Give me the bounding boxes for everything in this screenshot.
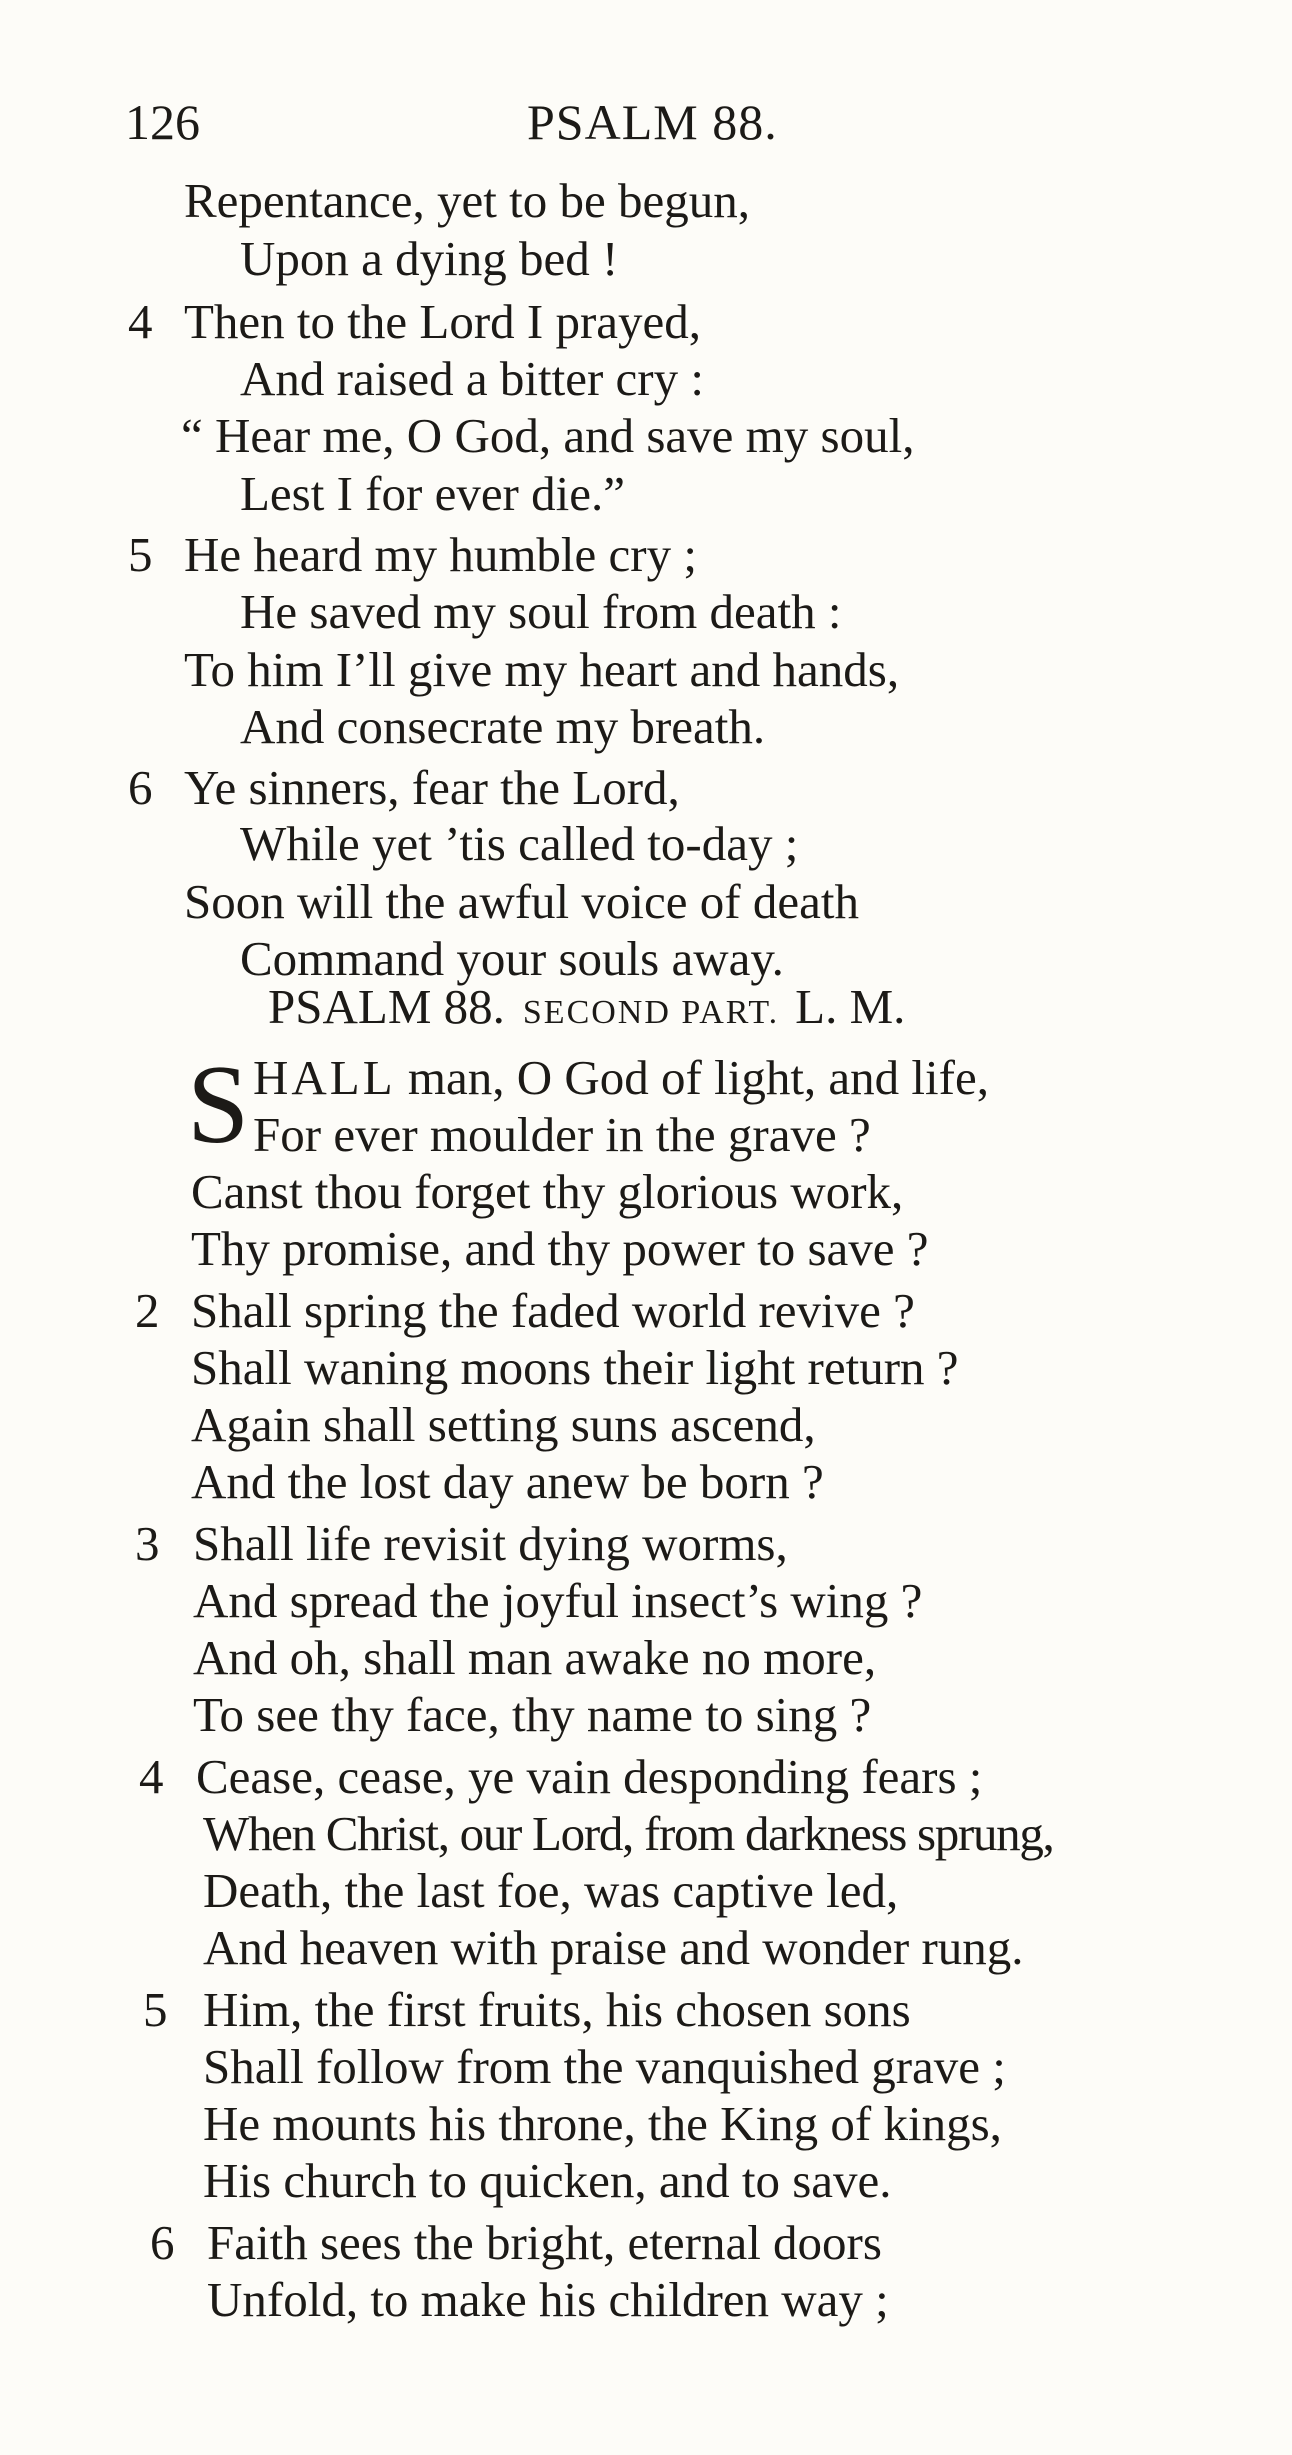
verse-line: Shall life revisit dying worms, [193, 1516, 788, 1571]
verse-line: Him, the first fruits, his chosen sons [203, 1982, 911, 2037]
verse-line: Command your souls away. [240, 931, 784, 986]
verse-number: 5 [143, 1982, 168, 2037]
verse-number: 2 [135, 1283, 160, 1338]
verse-line: And heaven with praise and wonder rung. [203, 1920, 1024, 1975]
verse-line: And oh, shall man awake no more, [193, 1630, 877, 1685]
verse-line: Faith sees the bright, eternal doors [207, 2215, 882, 2270]
verse-line: Ye sinners, fear the Lord, [184, 760, 680, 815]
verse-line: For ever moulder in the grave ? [253, 1107, 871, 1162]
verse-number: 4 [139, 1749, 164, 1804]
verse-line: “ Hear me, O God, and save my soul, [181, 408, 915, 463]
verse-line: To see thy face, thy name to sing ? [193, 1687, 872, 1742]
verse-line: While yet ’tis called to-day ; [240, 816, 799, 871]
verse-line: Upon a dying bed ! [240, 231, 619, 286]
verse-line: Then to the Lord I prayed, [184, 294, 702, 349]
verse-line: When Christ, our Lord, from darkness sprung, [203, 1806, 1054, 1861]
verse-line [253, 1049, 989, 1107]
verse-line: And the lost day anew be born ? [191, 1454, 824, 1509]
verse-line: Repentance, yet to be begun, [184, 173, 751, 228]
verse-line: He mounts his throne, the King of kings, [203, 2096, 1002, 2151]
verse-line: Lest I for ever die.” [240, 466, 625, 521]
verse-line: To him I’ll give my heart and hands, [184, 642, 900, 697]
verse-line: He saved my soul from death : [240, 584, 842, 639]
verse-line: Soon will the awful voice of death [184, 874, 859, 929]
verse-line: He heard my humble cry ; [184, 527, 697, 582]
verse-line: Shall follow from the vanquished grave ; [203, 2039, 1006, 2094]
page-number: 126 [125, 94, 200, 150]
verse-line: His church to quicken, and to save. [203, 2153, 892, 2208]
verse-line: Thy promise, and thy power to save ? [191, 1221, 929, 1276]
verse-number: 6 [128, 760, 153, 815]
verse-line: Again shall setting suns ascend, [191, 1397, 816, 1452]
verse-number: 6 [150, 2215, 175, 2270]
verse-line: And raised a bitter cry : [240, 351, 704, 406]
verse-line: Canst thou forget thy glorious work, [191, 1164, 904, 1219]
section-meter: L. M. [795, 979, 906, 1034]
section-heading [268, 977, 905, 1043]
first-line-text: man, O God of light, and life, [407, 1050, 989, 1105]
first-word: HALL [253, 1050, 396, 1105]
verse-line: Death, the last foe, was captive led, [203, 1863, 899, 1918]
verse-number: 4 [128, 294, 153, 349]
section-part: SECOND PART. [522, 994, 780, 1031]
verse-line: And consecrate my breath. [240, 699, 766, 754]
verse-number: 3 [135, 1516, 160, 1571]
section-psalm: PSALM 88. [268, 979, 505, 1034]
verse-number: 5 [128, 527, 153, 582]
verse-line: Shall waning moons their light return ? [191, 1340, 959, 1395]
verse-line: Unfold, to make his children way ; [207, 2272, 889, 2327]
drop-cap: S [187, 1043, 250, 1167]
verse-line: Shall spring the faded world revive ? [191, 1283, 915, 1338]
verse-line: Cease, cease, ye vain desponding fears ; [196, 1749, 983, 1804]
running-title: PSALM 88. [527, 94, 778, 150]
verse-line: And spread the joyful insect’s wing ? [193, 1573, 923, 1628]
